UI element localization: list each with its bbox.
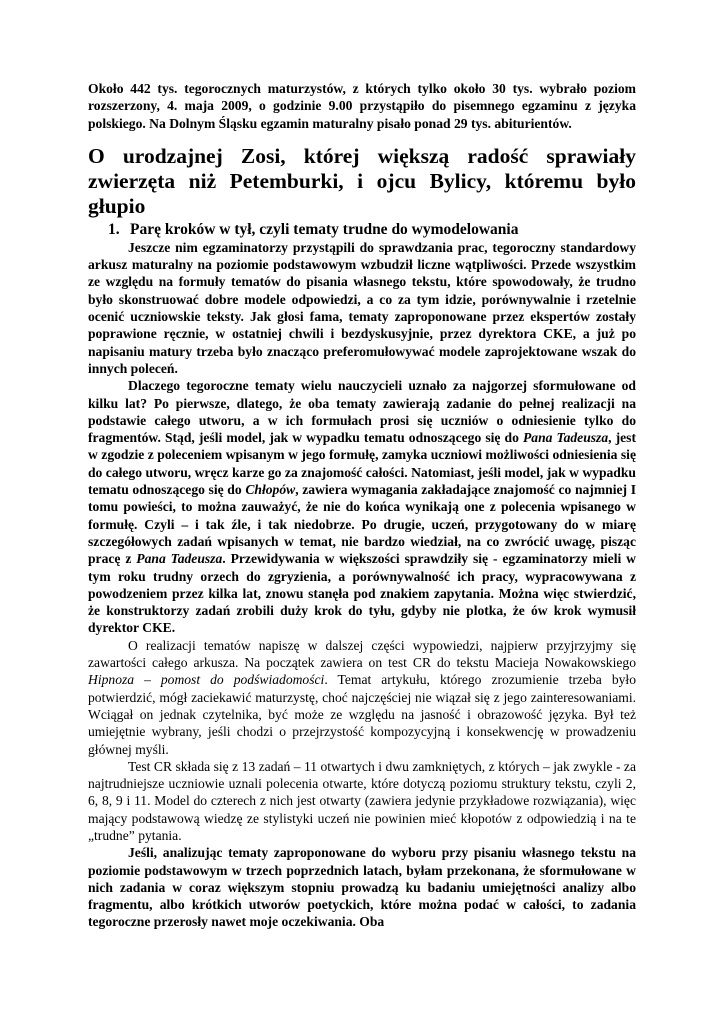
- paragraph-2-text: , zawiera wymagania zakładające znajomość co najmniej I tomu powieści, to można zauważyć, że nie do końca wynikają one z polecenia wpisanego w formułę. Czyli – i tak źle, i tak niedobrze. Po drugie, uczeń, przygotowany do w miarę szczegółowych zadań wpisanych w temat, nie bardzo wiedział, na co zwrócić uwagę, pisząc pracę z: [88, 482, 636, 567]
- paragraph-2-text: , jest w zgodzie z poleceniem wpisanym w jego formułę, zamyka uczniowi możliwości odniesienia się do całego utworu, wręcz karze go za znajomość całości. Natomiast, jeśli model, jak w wypadku tematu odnoszącego się do: [88, 430, 636, 498]
- article-title: O urodzajnej Zosi, której większą radość sprawiały zwierzęta niż Petemburki, i ojcu Bylicy, któremu było głupio: [88, 143, 636, 218]
- title-reference: Pana Tadeusza: [522, 430, 609, 446]
- paragraph-3-text: . Temat artykułu, którego zrozumienie trzeba było potwierdzić, mógł zaciekawić maturzystę, choć najczęściej nie wiązał się z jego zainteresowaniami. Wciągał on jednak czytelnika, być może ze względu na jasność i obrazowość języka. Był też umiejętnie wybrany, jeśli chodzi o przejrzystość kompozycyjną i konsekwencję w prowadzeniu głównej myśli.: [88, 672, 636, 757]
- paragraph-2-text: . Przewidywania w większości sprawdziły się - egzaminatorzy mieli w tym roku trudny orzech do zgryzienia, a porównywalność ich pracy, wypracowywana z powodzeniem przez kilka lat, znowu stanęła pod znakiem zapytania. Można więc stwierdzić, że konstruktorzy zadań zrobili duży krok do tyłu, gdyby nie plotka, że ów krok wymusił dyrektor CKE.: [88, 551, 636, 636]
- document-page: [88, 80, 636, 931]
- paragraph-3-text: O realizacji tematów napiszę w dalszej części wypowiedzi, najpierw przyjrzyjmy się zawartości całego arkusza. Na początek zawiera on test CR do tekstu Macieja Nowakowskiego: [88, 637, 636, 671]
- section-number: 1.: [108, 220, 120, 238]
- paragraph-5: Jeśli, analizując tematy zaproponowane do wyboru przy pisaniu własnego tekstu na poziomie podstawowym w trzech poprzednich latach, byłam przekonana, że sformułowane w nich zadania w coraz większym stopniu prowadzą ku badaniu umiejętności analizy albo fragmentu, albo krótkich utworów poetyckich, które można podać w całości, to zadania tegoroczne przerosły nawet moje oczekiwania. Oba: [88, 845, 636, 930]
- section-title: Parę kroków w tył, czyli tematy trudne do wymodelowania: [130, 220, 519, 238]
- title-reference: Pana Tadeusza: [136, 551, 223, 567]
- title-reference: Chłopów: [245, 482, 296, 498]
- intro-paragraph: Około 442 tys. tegorocznych maturzystów, z których tylko około 30 tys. wybrało poziom rozszerzony, 4. maja 2009, o godzinie 9.00 przystąpiło do pisemnego egzaminu z języka polskiego. Na Dolnym Śląsku egzamin maturalny pisało ponad 29 tys. abiturientów.: [88, 81, 636, 131]
- paragraph-3: [88, 637, 636, 758]
- title-reference: Hipnoza – pomost do podświadomości: [88, 672, 325, 688]
- section-heading: [108, 220, 636, 239]
- paragraph-2: [88, 377, 636, 636]
- paragraph-1: Jeszcze nim egzaminatorzy przystąpili do sprawdzania prac, tegoroczny standardowy arkusz maturalny na poziomie podstawowym wzbudził liczne wątpliwości. Przede wszystkim ze względu na formuły tematów do pisania własnego tekstu, które spowodowały, że trudno było skonstruować dobre modele odpowiedzi, a co za tym idzie, porównywalnie i rzetelnie ocenić uczniowskie teksty. Jak głosi fama, tematy zaproponowane przez ekspertów zostały poprawione ręcznie, w ostatniej chwili i bezdyskusyjnie, przez dyrektora CKE, a już po napisaniu matury trzeba było znacząco preferomułowywać modele zaprojektowane wszak do innych poleceń.: [88, 239, 636, 376]
- paragraph-2-text: Dlaczego tegoroczne tematy wielu nauczycieli uznało za najgorzej sformułowane od kilku lat? Po pierwsze, dlatego, że oba tematy zawierają zadanie do pełnej realizacji na podstawie całego utworu, a w ich formułach prosi się uczniów o odniesienie tylko do fragmentów. Stąd, jeśli model, jak w wypadku tematu odnoszącego się do: [88, 378, 636, 446]
- paragraph-4: Test CR składa się z 13 zadań – 11 otwartych i dwu zamkniętych, z których – jak zwykle - za najtrudniejsze uczniowie uznali polecenia otwarte, które dotyczą poziomu struktury tekstu, czyli 2, 6, 8, 9 i 11. Model do czterech z nich jest otwarty (zawiera jedynie przykładowe rozwiązania), więc mający podstawową wiedzę ze stylistyki uczeń nie powinien mieć kłopotów z odpowiedzią i na te „trudne” pytania.: [88, 758, 636, 843]
